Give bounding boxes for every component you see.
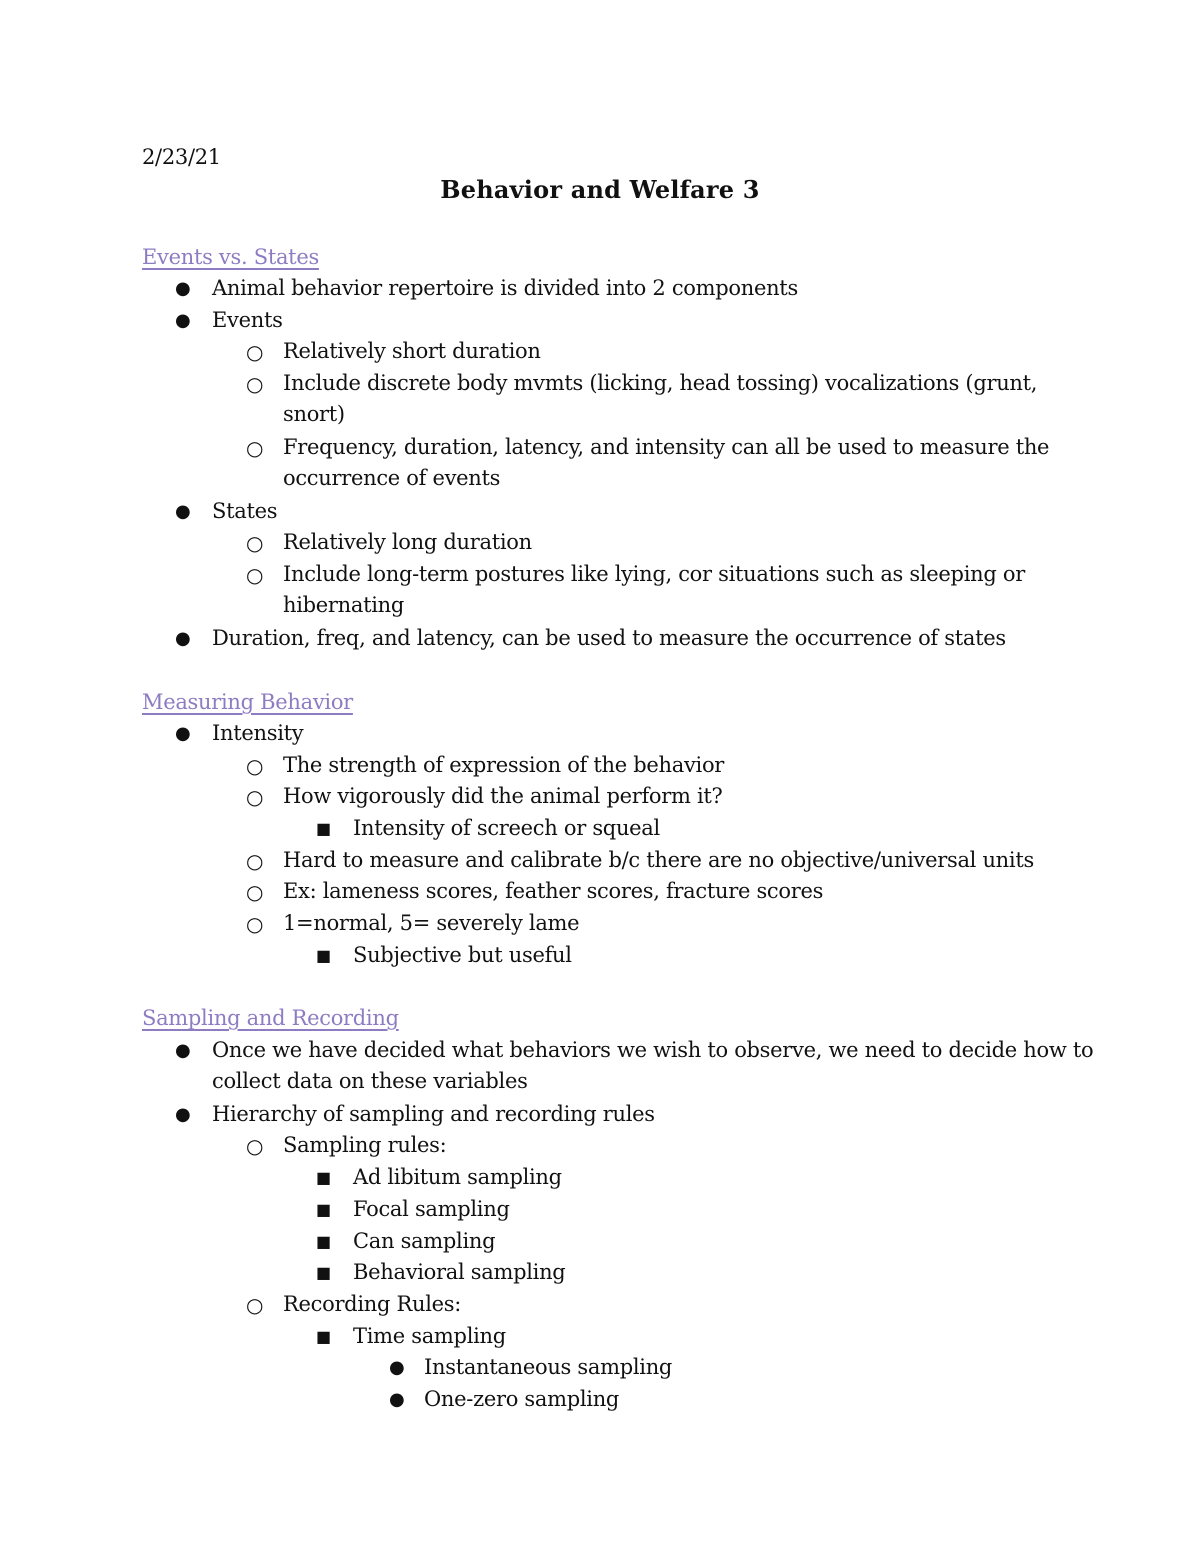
section-heading-measuring-behavior: Measuring Behavior xyxy=(142,690,353,714)
bullet-level1: ● xyxy=(175,1104,191,1125)
list-item: Frequency, duration, latency, and intensity can all be used to measure the xyxy=(283,435,1050,459)
list-item: Ad libitum sampling xyxy=(353,1165,562,1189)
bullet-level4: ● xyxy=(389,1357,405,1378)
bullet-level1: ● xyxy=(175,501,191,522)
bullet-level2: ○ xyxy=(246,785,264,809)
list-item: Can sampling xyxy=(353,1229,496,1253)
list-item: The strength of expression of the behavior xyxy=(283,753,725,777)
bullet-level3: ■ xyxy=(316,1200,332,1219)
bullet-level2: ○ xyxy=(246,372,264,396)
list-item: Include discrete body mvmts (licking, head tossing) vocalizations (grunt, xyxy=(283,371,1038,395)
bullet-level3: ■ xyxy=(316,946,332,965)
bullet-level2: ○ xyxy=(246,340,264,364)
list-item: Recording Rules: xyxy=(283,1292,462,1316)
list-item: Once we have decided what behaviors we wish to observe, we need to decide how to xyxy=(212,1038,1094,1062)
list-item: Duration, freq, and latency, can be used to measure the occurrence of states xyxy=(212,626,1006,650)
list-item: Instantaneous sampling xyxy=(424,1355,673,1379)
list-item: Focal sampling xyxy=(353,1197,510,1221)
list-item: Animal behavior repertoire is divided into 2 components xyxy=(212,276,798,300)
list-item: Time sampling xyxy=(353,1324,506,1348)
list-item: Relatively long duration xyxy=(283,530,532,554)
bullet-level4: ● xyxy=(389,1389,405,1410)
bullet-level3: ■ xyxy=(316,1232,332,1251)
list-item-continuation: occurrence of events xyxy=(283,466,501,490)
list-item: Intensity xyxy=(212,721,304,745)
bullet-level2: ○ xyxy=(246,754,264,778)
list-item: Sampling rules: xyxy=(283,1133,447,1157)
bullet-level1: ● xyxy=(175,1040,191,1061)
bullet-level3: ■ xyxy=(316,1168,332,1187)
bullet-level2: ○ xyxy=(246,563,264,587)
list-item: Subjective but useful xyxy=(353,943,572,967)
list-item: Hard to measure and calibrate b/c there are no objective/universal units xyxy=(283,848,1034,872)
bullet-level2: ○ xyxy=(246,1134,264,1158)
list-item-continuation: snort) xyxy=(283,402,345,426)
bullet-level2: ○ xyxy=(246,912,264,936)
bullet-level3: ■ xyxy=(316,1263,332,1282)
bullet-level1: ● xyxy=(175,723,191,744)
list-item: States xyxy=(212,499,278,523)
bullet-level2: ○ xyxy=(246,531,264,555)
list-item: Behavioral sampling xyxy=(353,1260,566,1284)
list-item: Intensity of screech or squeal xyxy=(353,816,660,840)
bullet-level1: ● xyxy=(175,278,191,299)
bullet-level2: ○ xyxy=(246,880,264,904)
bullet-level2: ○ xyxy=(246,436,264,460)
bullet-level1: ● xyxy=(175,310,191,331)
bullet-level2: ○ xyxy=(246,1293,264,1317)
list-item: Events xyxy=(212,308,283,332)
section-heading-events-vs-states: Events vs. States xyxy=(142,245,319,269)
list-item: Ex: lameness scores, feather scores, fracture scores xyxy=(283,879,824,903)
section-heading-sampling-and-recording: Sampling and Recording xyxy=(142,1006,399,1030)
bullet-level1: ● xyxy=(175,628,191,649)
list-item: How vigorously did the animal perform it? xyxy=(283,784,723,808)
list-item: Relatively short duration xyxy=(283,339,541,363)
list-item-continuation: collect data on these variables xyxy=(212,1069,528,1093)
document-title: Behavior and Welfare 3 xyxy=(440,175,760,204)
bullet-level2: ○ xyxy=(246,849,264,873)
list-item: 1=normal, 5= severely lame xyxy=(283,911,580,935)
list-item-continuation: hibernating xyxy=(283,593,405,617)
bullet-level3: ■ xyxy=(316,1327,332,1346)
document-date: 2/23/21 xyxy=(142,145,221,169)
list-item: One-zero sampling xyxy=(424,1387,620,1411)
bullet-level3: ■ xyxy=(316,819,332,838)
list-item: Include long-term postures like lying, cor situations such as sleeping or xyxy=(283,562,1025,586)
list-item: Hierarchy of sampling and recording rules xyxy=(212,1102,655,1126)
